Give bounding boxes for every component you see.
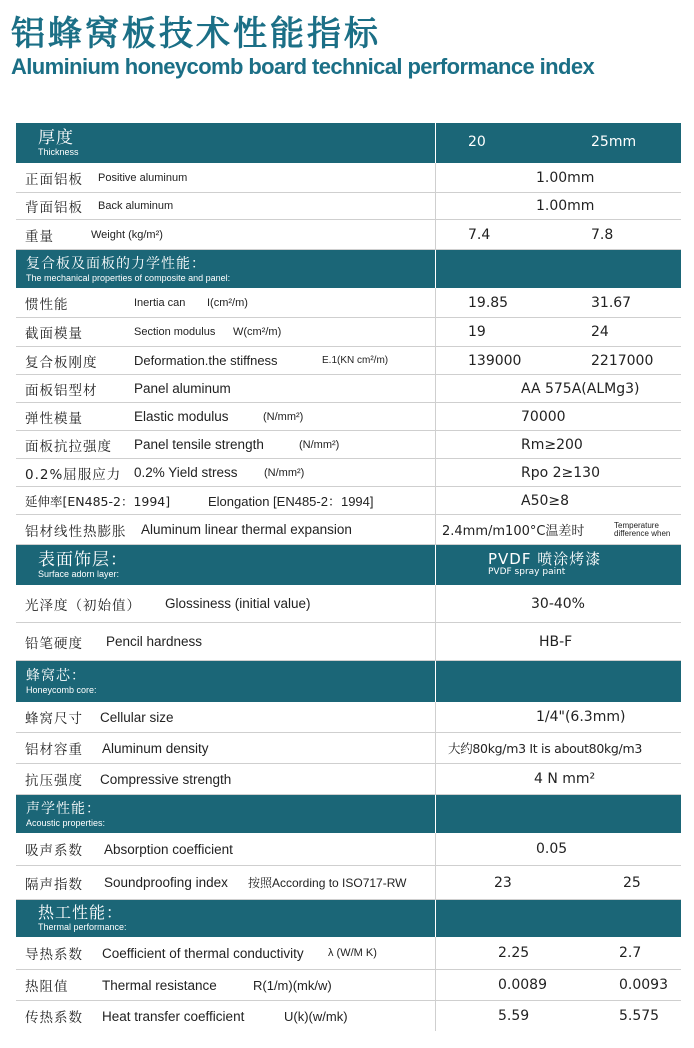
row-label-zh: 隔声指数 [25,876,83,893]
surface-header-row [16,545,681,585]
row-label-zh: 复合板刚度 [25,354,98,371]
acoustic-header-zh: 声学性能： [26,800,101,817]
row-label-zh: 传热系数 [25,1010,83,1026]
row-label-zh: 导热系数 [25,947,83,963]
row-unit: U(k)(w/mk) [284,1008,348,1024]
row-label-zh: 延伸率[EN485-2：1994] [25,493,171,509]
row-label-zh: 0.2%屈服应力 [25,466,122,483]
row-label-en: Cellular size [100,709,174,725]
row-label-en: Inertia can [134,296,186,309]
row-value-2: 7.8 [591,226,614,243]
row-unit: R(1/m)(mk/w) [253,977,332,993]
row-value: 4 N mm² [534,771,596,787]
row-value: AA 575A(ALMg3) [521,380,640,397]
row-value-1: 5.59 [498,1008,530,1024]
table-row [16,347,681,375]
row-value-1: 19.85 [468,294,509,311]
row-value-1: 7.4 [468,226,491,243]
row-value-1: 2.25 [498,945,530,961]
surface-header-en: Surface adorn layer: [38,568,120,579]
table-row [16,866,681,900]
row-unit: (N/mm²) [263,410,304,423]
row-label-zh: 面板铝型材 [25,382,98,399]
table-row [16,163,681,193]
row-value-2: 5.575 [619,1008,660,1024]
acoustic-header-en: Acoustic properties: [26,817,106,828]
row-value: Rpo 2≥130 [521,464,600,481]
table-row [16,375,681,403]
row-value-2: 31.67 [591,294,632,311]
row-value: HB-F [539,633,573,650]
row-label-zh: 吸声系数 [25,843,83,859]
row-label-zh: 蜂窝尺寸 [25,711,83,727]
row-label-zh: 铅笔硬度 [25,635,83,652]
table-row [16,220,681,250]
row-label-en: Aluminum density [102,740,209,756]
table-row [16,403,681,431]
row-value: 1.00mm [536,169,595,186]
row-label-en: Elastic modulus [134,409,229,424]
row-unit: E.1(KN cm²/m) [322,355,389,366]
mechanical-header-row [16,250,681,288]
row-label-en: Panel tensile strength [134,437,264,452]
mechanical-header-en: The mechanical properties of composite and panel: [26,272,231,283]
row-value: 0.05 [536,841,568,857]
row-label-en: Pencil hardness [106,634,203,649]
row-value-2: 25 [623,874,641,891]
row-label-en: Section modulus [134,326,216,338]
row-label-zh: 背面铝板 [25,200,83,216]
row-label-en: Thermal resistance [102,977,217,993]
row-label-en: Weight (kg/m²) [91,228,163,241]
table-row [16,193,681,220]
row-label-en: Elongation [EN485-2：1994] [208,494,374,509]
table-row [16,318,681,347]
core-header-en: Honeycomb core: [26,685,97,695]
table-row [16,937,681,970]
thickness-label-en: Thickness [38,146,79,157]
row-label-zh: 惯性能 [25,296,69,313]
row-value-1: 0.0089 [498,977,547,993]
row-label-en: Back aluminum [98,200,174,212]
row-value: Rm≥200 [521,436,583,453]
row-label-zh: 正面铝板 [25,171,83,188]
row-label-en: Positive aluminum [98,171,188,184]
core-header-row [16,661,681,702]
row-label-zh: 截面模量 [25,326,83,342]
row-value-2: 24 [591,324,609,340]
row-unit: W(cm²/m) [233,326,282,338]
row-label-en: Glossiness (initial value) [165,596,311,611]
row-value: 大约80kg/m3 It is about80kg/m3 [448,741,642,756]
row-unit: (N/mm²) [264,466,305,479]
row-label-zh: 抗压强度 [25,773,83,789]
row-value-2: 0.0093 [619,977,668,993]
table-row [16,970,681,1001]
row-label-en: Aluminum linear thermal expansion [141,522,352,537]
row-value-1: 19 [468,324,486,340]
row-value: 1/4"(6.3mm) [536,709,626,725]
table-row [16,764,681,795]
surface-header-zh: 表面饰层： [38,549,128,570]
row-label-en: Absorption coefficient [104,841,233,857]
row-label-zh: 重量 [25,228,54,245]
row-value: 70000 [521,408,566,425]
row-label-zh: 光泽度（初始值） [25,597,141,614]
row-label-en: 0.2% Yield stress [134,465,238,480]
table-row [16,585,681,623]
row-value-1: 139000 [468,352,522,369]
row-note: 按照According to ISO717-RW [248,876,407,890]
thermal-header-en: Thermal performance: [38,922,127,932]
row-value: 30-40% [531,595,585,612]
surface-header-value-zh: PVDF 喷涂烤漆 [488,550,602,568]
row-value-note: Temperature difference when [614,520,671,538]
thermal-header-row [16,900,681,937]
row-label-zh: 弹性模量 [25,410,83,427]
acoustic-header-row [16,795,681,833]
table-row [16,733,681,764]
row-label-zh: 热阻值 [25,979,69,995]
thermal-header-zh: 热工性能： [38,903,124,922]
row-value: 1.00mm [536,198,595,214]
table-row [16,459,681,487]
table-row [16,833,681,866]
table-row [16,515,681,545]
mechanical-header-zh: 复合板及面板的力学性能： [26,255,206,272]
table-row [16,702,681,733]
row-value-2: 2.7 [619,945,642,961]
row-label-en: Compressive strength [100,771,232,787]
core-header-zh: 蜂窝芯： [26,668,86,684]
table-row [16,487,681,515]
thickness-label: 厚度 [38,127,74,148]
table-row [16,623,681,661]
page-title-chinese: 铝蜂窝板技术性能指标 [11,14,381,54]
row-label-en: Soundproofing index [104,875,228,890]
page-title-english: Aluminium honeycomb board technical performance index [11,54,595,79]
table-row [16,431,681,459]
spec-table [16,123,681,1031]
row-label-zh: 面板抗拉强度 [25,438,112,455]
row-label-zh: 铝材线性热膨胀 [25,523,127,540]
row-label-en: Heat transfer coefficient [102,1008,245,1024]
row-value: A50≥8 [521,492,570,509]
row-label-en: Coefficient of thermal conductivity [102,945,304,961]
row-unit: (N/mm²) [299,438,340,451]
table-row [16,1001,681,1031]
row-label-en: Deformation.the stiffness [134,353,278,368]
thickness-value-1: 20 [468,134,486,150]
thickness-value-2: 25mm [591,134,637,150]
row-unit: λ (W/M K) [328,947,377,959]
row-unit: I(cm²/m) [207,296,248,309]
row-label-en: Panel aluminum [134,381,231,396]
row-label-zh: 铝材容重 [25,742,83,758]
row-value-2: 2217000 [591,352,654,369]
surface-header-value-en: PVDF spray paint [488,567,566,577]
thickness-header-row [16,123,681,163]
row-value: 2.4mm/m100°C温差时 [442,524,585,539]
row-value-1: 23 [494,874,512,891]
table-row [16,288,681,318]
